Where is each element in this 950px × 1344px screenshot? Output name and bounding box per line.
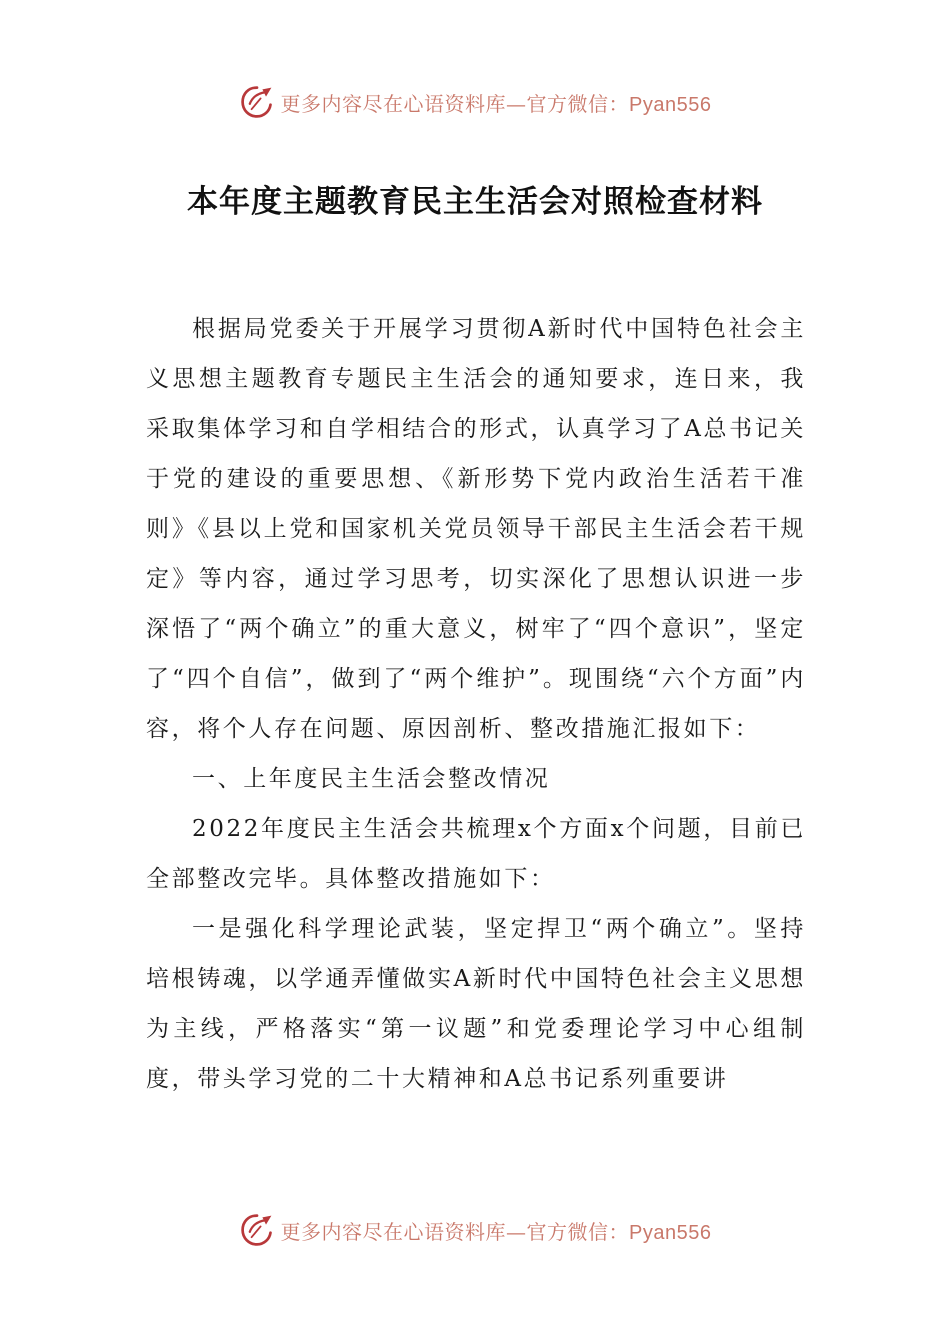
banner-handle: Pyan556 (629, 1221, 712, 1244)
banner-handle: Pyan556 (629, 93, 712, 116)
pen-swirl-icon (239, 84, 275, 120)
document-body (146, 304, 806, 1104)
banner-label: 更多内容尽在心语资料库—官方微信： (280, 91, 630, 116)
paragraph-measure-1: 一是强化科学理论武装，坚定捍卫“两个确立”。坚持培根铸魂，以学通弄懂做实A新时代中国特色社会主义思想为主线，严格落实“第一议题”和党委理论学习中心组制度，带头学习党的二十大精神和A总书记系列重要讲 (146, 916, 806, 1092)
footer-banner (0, 1208, 950, 1252)
document-title: 本年度主题教育民主生活会对照检查材料 (187, 184, 763, 220)
header-banner (0, 80, 950, 124)
pen-swirl-icon (239, 1212, 275, 1248)
banner-text (281, 88, 712, 117)
banner-text (281, 1216, 712, 1245)
banner-label: 更多内容尽在心语资料库—官方微信： (280, 1219, 630, 1244)
paragraph-summary: 2022年度民主生活会共梳理x个方面x个问题，目前已全部整改完毕。具体整改措施如下： (146, 816, 806, 892)
section-heading: 一、上年度民主生活会整改情况 (192, 766, 551, 792)
paragraph-intro: 根据局党委关于开展学习贯彻A新时代中国特色社会主义思想主题教育专题民主生活会的通知要求，连日来，我采取集体学习和自学相结合的形式，认真学习了A总书记关于党的建设的重要思想、《新形势下党内政治生活若干准则》《县以上党和国家机关党员领导干部民主生活会若干规定》等内容，通过学习思考，切实深化了思想认识进一步深悟了“两个确立”的重大意义，树牢了“四个意识”，坚定了“四个自信”，做到了“两个维护”。现围绕“六个方面”内容，将个人存在问题、原因剖析、整改措施汇报如下： (146, 316, 806, 742)
